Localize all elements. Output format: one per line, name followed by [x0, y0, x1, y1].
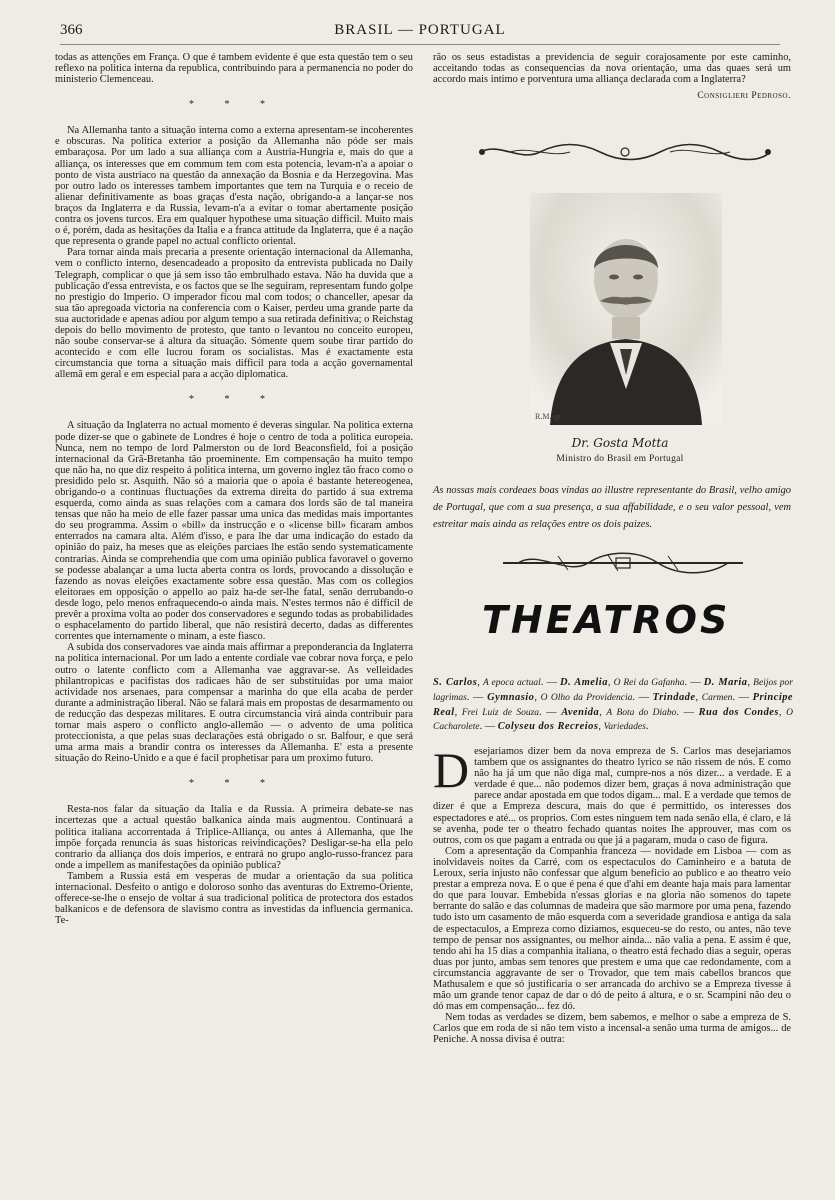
- paragraph: Para tornar ainda mais precaria a presente orientação internacional da Allemanha, vem o conflicto interno, desencadeado a proposito da entrevista publicada no Daily Telegraph, complicar o que já sem isso tão embrulhado estava. Não ha duvida que a publicação d'essa entrevista, e os factos que se lhe seguiram, representam fundo golpe no prestigio do Imperio. O imperador ficou mal com todos; o chanceller, apesar da sua tão apregoada victoria na conferencia com o Kaiser, perdeu uma grande parte da sua auctoridade e apenas adiou por algum tempo a sua retirada definitiva; o Reichstag depois do bello movimento de protesto, que tanto o levantou no conceito europeu, não soube conservar-se á altura da situação. Sómente quem soube tirar partido do acontecido e com elle lucrou foram os socialistas. Mas é exactamente esta circumstancia que torna a situação mais difficil para toda a acção governamental allemã em geral e em especial para a acção diplomatica.: [55, 247, 413, 381]
- paragraph: Com a apresentação da Companhia franceza — novidade em Lisboa — com as inolvidaveis noites da Carré, com os espectaculos do Caminheiro e a batuta de Leroux, seria injusto não confessar que algum beneficio ao publico e ao theatro veio prestar a empreza nova. E o que é pena é que d'ahi em deante haja mais para lamentar do que para louvar. Embebida n'essas glorias e na gloria não somenos do tapete berrante do salão e das columnas de madeira que são marmore por uma pena, fazendo tudo isto um casamento de mão esquerda com a severidade grandiosa e antiga da sala de espectaculos, a Empreza como diziamos, esqueceu-se do resto, ou antes, não teve tempo de pensar nos assignantes, ou melhor ainda... não valia a pena. E assim é que, tendo ahi ha 15 dias a companhia italiana, o theatro está fechado dias a seguir, operas duas por junto, ambas sem tenores que prestem e uma que cae redondamente, com a circumstancia aggravante de ser o Trovador, que tem mais cabellos brancos que Mathusalem e que só justificaria o ser arrancada do archivo se a Empreza tivesse á mão um grande tenor capaz de dar o dó de peito á altura, e o sr. Scampini não deu o dó mas em compensação... fez dó.: [433, 845, 791, 1013]
- paragraph: A subida dos conservadores vae ainda mais affirmar a preponderancia da Inglaterra na politica internacional. Por um lado a entente cordiale vae cobrar nova força, e pelo outro o latente conflicto com a Allemanha vae aggravar-se. As velleidades philantropicas e pacifistas dos radicaes hão de ser substituidas por uma maior actividade nos arsenaes, para compensar a marinha do que ella acaba de perder durante a administração liberal. Não se falará mais em propostas de desarmamento ou de reducção das despezas militares. E outra circumstancia virá ainda contribuir para tornar mais aspero o conflicto anglo-allemão — o advento de uma politica proteccionista, a que pelas suas declarações está obrigado o sr. Balfour, e que será uma arma mais a brandir contra os interesses da Allemanha. E' esta a presente situação do Reino-Unido e a que é facil prophetisar para um proximo futuro.: [55, 642, 413, 765]
- theatre-entry: Trindade, Carmen. —: [652, 691, 753, 703]
- paragraph: A situação da Inglaterra no actual momento é deveras singular. Na politica externa pode dizer-se que o gabinete de Londres é hoje o centro de toda a politica europeia. Nunca, nem no tempo de lord Palmerston ou de lord Beaconsfield, foi a posição internacional da Grã-Bretanha tão proeminente. Em compensação ha muito tempo que não ha, no que diz respeito á politica interna, um governo inglez tão fraco como o presidido pelo sr. Asquith. Não só a maioria que o apoia é bastante hetereogenea, obrigando-o a continuas fluctuações da extrema direita do partido á sua extrema esquerda, como ainda as suas relações com a camara dos lords são de tal maneira tensas que não ha meio de elle fazer passar uma unica das medidas mais importantes do seu programma. Assim o «bill» da instrucção e o «license bill» ficaram ambos enterrados na camara alta. Além d'isso, e para lhe dar uma indicação do estado da opinião do paiz, ha meses que as eleições parciaes lhe estão sendo systematicamente contrarias. Ainda se comprehendia que com uma opinião publica favoravel o governo se podesse abalançar a uma lucta aberta contra os lords, provocando a dissolução e fazendo as novas eleições exactamente sobre essa questão. Mas com os collegios eleitoraes em opposição o appello ao paiz ha-de ser-lhe fatal, senão derrubando-o desde logo, pelo menos enfraquecendo-o ainda mais. N'estes termos não é difficil de prevêr a proxima volta ao poder dos conservadores e segundo todas as probabilidades o esphacelamento do partido liberal, que não resistirá decerto, dadas as differentes correntes que internamente o minam, a este fiasco.: [55, 420, 413, 643]
- section-separator: * * *: [189, 394, 279, 406]
- section-title: THEATROS: [482, 598, 731, 642]
- paragraph: Nem todas as verdades se dizem, bem sabemos, e melhor o sabe a empreza de S. Carlos que em roda de si não tem visto a incensal-a senão uma turma de amigos... de Peniche. A nossa divisa é outra:: [433, 1012, 791, 1046]
- ornament-divider: [470, 140, 780, 164]
- ornament-divider: [498, 550, 748, 576]
- left-column: [55, 52, 413, 926]
- portrait-caption: As nossas mais cordeaes boas vindas ao illustre representante do Brasil, velho amigo de Portugal, que com a sua presença, a sua affabilidade, e o seu valor pessoal, vem estreitar mais ainda as relações entre os dois paizes.: [433, 485, 791, 530]
- page-number: 366: [60, 22, 83, 38]
- theatre-review: [433, 742, 791, 1046]
- paragraph: rão os seus estadistas a previdencia de seguir corajosamente por este caminho, acceitando todas as consequencias da nova orientação, uma das quaes será um accordo mais intimo e porventura uma alliança declarada com a Inglaterra?: [433, 52, 791, 86]
- page-header: [60, 20, 780, 45]
- theatre-entry: Avenida, A Bota do Diabo. —: [561, 706, 699, 718]
- section-separator: * * *: [189, 99, 279, 111]
- theatre-entry: S. Carlos, A epoca actual. —: [433, 677, 560, 688]
- theatre-entry: Gymnasio, O Olho da Providencia. —: [487, 691, 653, 703]
- theatre-entry: Colyseu dos Recreios, Variedades.: [497, 721, 649, 733]
- section-separator: * * *: [189, 778, 279, 790]
- right-column-top: [433, 52, 791, 102]
- theatre-listings: [433, 676, 793, 735]
- author-signature: Consiglieri Pedroso.: [697, 91, 791, 102]
- paragraph: Desejariamos dizer bem da nova empreza de S. Carlos mas desejariamos tambem que os assignantes do theatro lyrico se não rissem de nós. E como não ha já um que não diga mal, cumpre-nos a nós dizer... a verdade. E a verdade é que... não podemos dizer bem, graças á nova administração que parece andar apostada em que todos digam... mal. E a verdade que temos de dizer é que a Empreza descura, mais do que é permittido, os interesses dos espectadores e até... os proprios. Com estes ninguem tem nada senão ella, é claro, e lá se avenha, pode ter o theatro fechado quantas noites lhe approuver, mas com os outros, com os que pagam a entrada ou que já a pagaram, muda o caso de figura.: [433, 742, 791, 846]
- paragraph: Resta-nos falar da situação da Italia e da Russia. A primeira debate-se nas incertezas que a actual questão balkanica ainda mais augmentou. Continuará a politica italiana accorrentada á Triplice-Alliança, ou antes á Allemanha, que lhe impõe forçada renuncia ás suas historicas reivindicações? Desligar-se-ha ella pelo contrario da alliança dos dois imperios, e entrará no grupo anglo-russo-francez para onde a impellem as manifestações da opinião publica?: [55, 804, 413, 871]
- engraver-mark: R.M.-gr.: [535, 412, 563, 421]
- portrait-photo: [530, 193, 722, 425]
- paragraph: Na Allemanha tanto a situação interna como a externa apresentam-se incoherentes e obscuras. Na politica exterior a posição da Allemanha não póde ser mais embaraçosa. Por um lado a sua alliança com a Austria-Hungria e, mais do que a alliança, os interesses que em commum tem com esta potencia, levam-n'a a apoiar o ponto de vista austriaco na questão da annexação da Bosnia e da Herzegovina. Mas por outro lado os interesses tambem importantes que tem na Turquia e o receio de alienar definitivamente as boas graças d'esta nação, obrigando-a a lançar-se nos braços da Inglaterra e da Russia, levam-n'a a evitar o tomar abertamente posição contra os jovens turcos. Era em qualquer hypothese uma situação difficil. Muito mais o é, porém, dada as hesitações da Italia e a franca attitude da Inglaterra, que é a nação que representa o grande papel no actual conflicto oriental.: [55, 125, 413, 248]
- theatre-entry: D. Amelia, O Rei da Gafanha. —: [559, 677, 704, 688]
- paragraph: todas as attenções em França. O que é tambem evidente é que esta questão tem o seu reflexo na politica interna da republica, contribuindo para a permanencia no poder do ministerio Clemenceau.: [55, 52, 413, 86]
- theatre-entry: Principe Real, Frei Luiz de Souza. —: [433, 691, 794, 718]
- theatre-entry: D. Maria, Beijos por lagrimas. —: [433, 677, 793, 703]
- drop-cap: D: [433, 742, 470, 798]
- theatre-entry: Rua dos Condes, O Cacharolete. —: [433, 706, 794, 733]
- portrait-name: Dr. Gosta Motta: [571, 436, 669, 450]
- running-title: BRASIL — PORTUGAL: [334, 22, 506, 38]
- portrait-illustration: [530, 193, 722, 425]
- paragraph: Tambem a Russia está em vesperas de mudar a orientação da sua politica internacional. Desfeito o antigo e doloroso sonho das aventuras do Extremo-Oriente, offerece-se-lhe o ensejo de voltar á sua tradicional politica de protectora dos estados balkanicos e de defensora de slavismo contra as investidas da influencia germanica. Te-: [55, 870, 413, 927]
- portrait-title: Ministro do Brasil em Portugal: [556, 454, 684, 464]
